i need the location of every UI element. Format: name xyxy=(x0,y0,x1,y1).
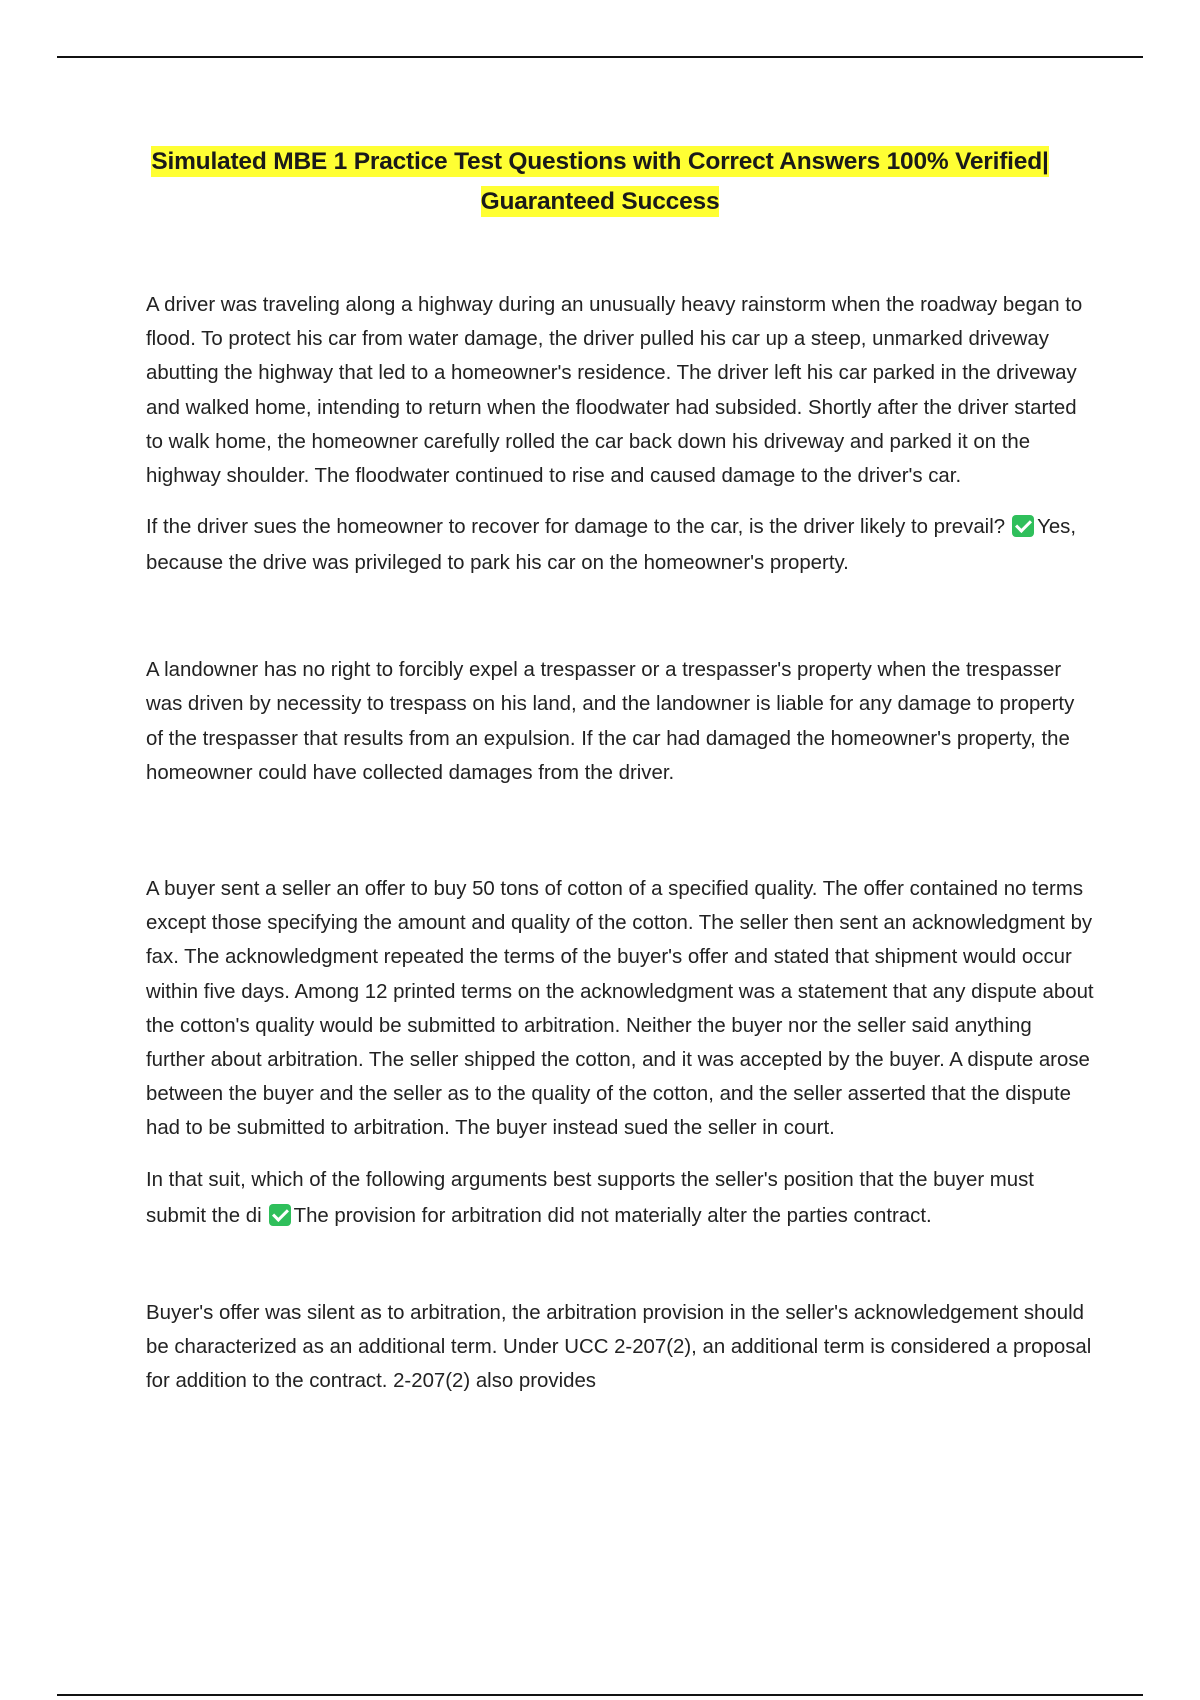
question-block-1 xyxy=(146,288,1094,790)
check-mark-icon xyxy=(269,1204,291,1226)
answer-explanation: Buyer's offer was silent as to arbitration, the arbitration provision in the seller's acknowledgement should be characterized as an additional term. Under UCC 2-207(2), an additional term is considered a proposal for addition to the contract. 2-207(2) also provides xyxy=(146,1301,1092,1393)
question-text: A buyer sent a seller an offer to buy 50 tons of cotton of a specified quality. The offer contained no terms except those specifying the amount and quality of the cotton. The seller then sent an acknowledgment by fax. The acknowledgment repeated the terms of the buyer's offer and stated that shipment would occur within five days. Among 12 printed terms on the acknowledgment was a statement that any dispute about the cotton's quality would be submitted to arbitration. Neither the buyer nor the seller said anything further about arbitration. The seller shipped the cotton, and it was accepted by the buyer. A dispute arose between the buyer and the seller as to the quality of the cotton, and the seller asserted that the dispute had to be submitted to arbitration. The buyer instead sued the seller in court. xyxy=(146,878,1094,1140)
check-mark-icon xyxy=(1012,515,1034,537)
title-line-1: Simulated MBE 1 Practice Test Questions with Correct Answers 100% Verified| xyxy=(151,148,1049,175)
question-block-2 xyxy=(146,872,1094,1398)
document-body xyxy=(146,288,1094,1398)
title-line-2: Guaranteed Success xyxy=(480,188,720,215)
question-prompt: If the driver sues the homeowner to recover for damage to the car, is the driver likely to prevail? xyxy=(146,516,1006,539)
question-prompt-line xyxy=(146,1162,1094,1234)
answer-explanation: A landowner has no right to forcibly expel a trespasser or a trespasser's property when the trespasser was driven by necessity to trespass on his land, and the landowner is liable for any damage to property of the trespasser that results from an expulsion. If the car had damaged the homeowner's property, the homeowner could have collected damages from the driver. xyxy=(146,659,1075,784)
document-title xyxy=(140,142,1060,222)
correct-answer: The provision for arbitration did not materially alter the parties contract. xyxy=(293,1204,932,1227)
header-rule xyxy=(57,56,1143,58)
question-prompt-line xyxy=(146,509,1094,581)
correct-answer: Yes, because the drive was privileged to park his car on the homeowner's property. xyxy=(146,516,1077,575)
footer-rule xyxy=(57,1694,1143,1696)
question-text: A driver was traveling along a highway during an unusually heavy rainstorm when the roadway began to flood. To protect his car from water damage, the driver pulled his car up a steep, unmarked driveway abutting the highway that led to a homeowner's residence. The driver left his car parked in the driveway and walked home, intending to return when the floodwater had subsided. Shortly after the driver started to walk home, the homeowner carefully rolled the car back down his driveway and parked it on the highway shoulder. The floodwater continued to rise and caused damage to the driver's car. xyxy=(146,294,1083,488)
question-prompt: In that suit, which of the following arguments best supports the seller's position that the buyer must submit the di xyxy=(146,1168,1034,1227)
